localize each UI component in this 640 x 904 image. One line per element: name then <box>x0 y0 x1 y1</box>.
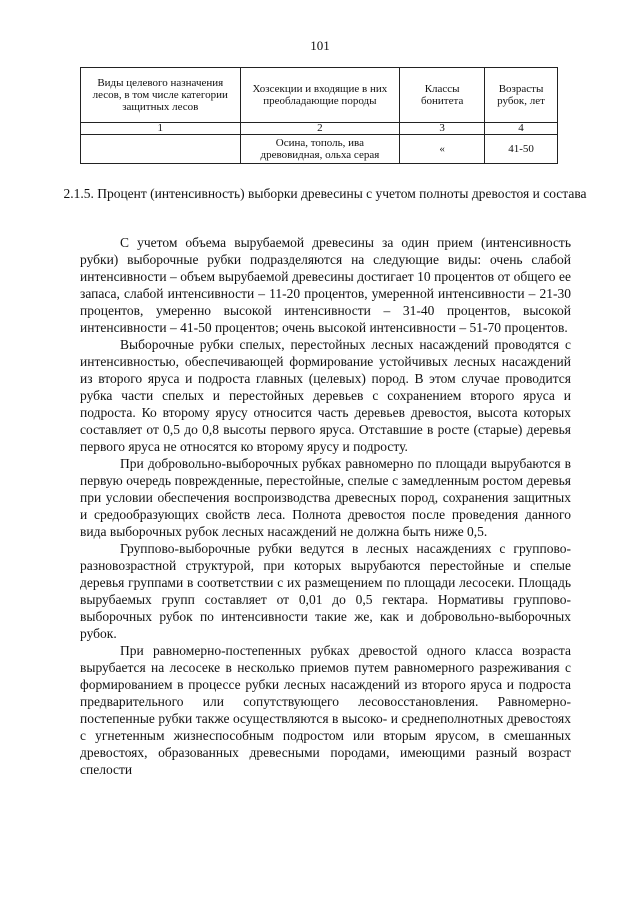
paragraph-selective-felling: Выборочные рубки спелых, перестойных лесных насаждений проводятся с интенсивностью, обеспечивающей формирование устойчивых лесных насаждений из второго яруса и подроста главных (целевых) пород. В этом случае проводится рубка части спелых и перестойных деревьев с сохранением второго яруса и подроста. Ко второму ярусу относится часть деревьев древостоя, высота которых составляет от 0,5 до 0,8 высоты первого яруса. Отставшие в росте (старые) деревья первого яруса не относятся ко второму ярусу и подросту. <box>80 337 571 454</box>
paragraph-intensity-types: С учетом объема вырубаемой древесины за один прием (интенсивность рубки) выборочные рубки подразделяются на следующие виды: очень слабой интенсивности – объем вырубаемой древесины достигает 10 процентов от общего ее запаса, слабой интенсивности – 11-20 процентов, умеренной интенсивности – 21-30 процентов, умеренно высокой интенсивности – 31-40 процентов, высокой интенсивности – 41-50 процентов; очень высокой интенсивности – 51-70 процентов. <box>80 235 571 335</box>
felling-age-table <box>80 67 558 164</box>
column-number: 1 <box>81 123 241 135</box>
table-cell-age: 41-50 <box>485 135 558 164</box>
table-header-row <box>81 68 558 123</box>
header-felling-age: Возрасты рубок, лет <box>485 68 558 123</box>
paragraph-group-selective: Группово-выборочные рубки ведутся в лесных насаждениях с группово-разновозрастной структурой, при которых вырубаются перестойные и спелые деревья группами в соответствии с их размещением по площади лесосеки. Площадь вырубаемых групп составляет от 0,01 до 0,5 гектара. Нормативы группово-выборочных рубок по интенсивности такие же, как и добровольно-выборочных рубок. <box>80 541 571 641</box>
table-row <box>81 135 558 164</box>
table-column-number-row <box>81 123 558 135</box>
column-number: 2 <box>240 123 400 135</box>
table-cell-species: Осина, тополь, ива древовидная, ольха серая <box>240 135 400 164</box>
table-cell-bonitet: « <box>400 135 485 164</box>
header-forest-purpose: Виды целевого назначения лесов, в том числе категории защитных лесов <box>81 68 241 123</box>
paragraph-voluntary-selective: При добровольно-выборочных рубках равномерно по площади вырубаются в первую очередь поврежденные, перестойные, спелые с замедленным ростом деревья при условии обеспечения воспроизводства древесных пород, сохранения защитных и средообразующих свойств леса. Полнота древостоя после проведения данного вида выборочных рубок лесных насаждений не должна быть ниже 0,5. <box>80 456 571 539</box>
table-cell-purpose <box>81 135 241 164</box>
paragraph-uniform-gradual: При равномерно-постепенных рубках древостой одного класса возраста вырубается на лесосеке в несколько приемов путем равномерного разреживания с формированием в процессе рубки лесных насаждений из второго яруса и подроста предварительного или сопутствующего лесовосстановления. Равномерно-постепенные рубки также осуществляются в высоко- и среднеполнотных древостоях с угнетенным жизнеспособным подростом или вторым ярусом, в смешанных древостоях, образованных древесными породами, имеющими разный возраст спелости <box>80 643 571 777</box>
body-text <box>80 234 571 778</box>
header-sections-species: Хозсекции и входящие в них преобладающие породы <box>240 68 400 123</box>
column-number: 4 <box>485 123 558 135</box>
header-bonitet-class: Классы бонитета <box>400 68 485 123</box>
column-number: 3 <box>400 123 485 135</box>
section-title: 2.1.5. Процент (интенсивность) выборки древесины с учетом полноты древостоя и состава <box>63 186 587 201</box>
page-number: 101 <box>310 38 330 53</box>
